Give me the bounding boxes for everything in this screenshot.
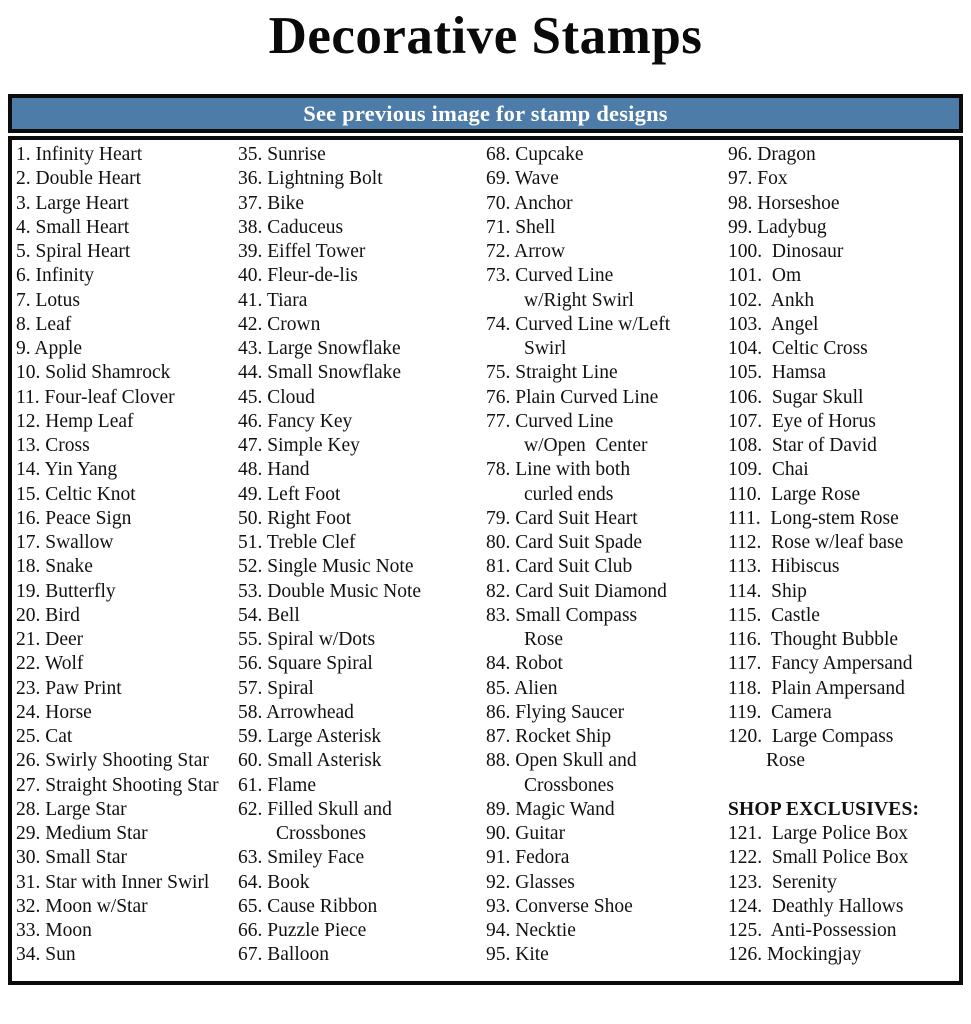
list-item: 73. Curved Line [486, 265, 614, 287]
list-item: 64. Book [238, 871, 310, 893]
list-item: 126. Mockingjay [728, 944, 862, 966]
list-item: 46. Fancy Key [238, 410, 353, 432]
list-item: 82. Card Suit Diamond [486, 580, 667, 602]
list-item: 109. Chai [728, 459, 809, 481]
list-item: 1. Infinity Heart [16, 144, 143, 165]
list-item: 10. Solid Shamrock [16, 362, 171, 384]
list-item-continuation: Swirl [524, 338, 567, 359]
list-item: 104. Celtic Cross [728, 338, 868, 359]
list-item: 97. Fox [728, 168, 788, 190]
list-item: 103. Angel [728, 313, 819, 335]
list-item: 67. Balloon [238, 944, 329, 966]
list-item: 37. Bike [238, 192, 305, 214]
list-item: 31. Star with Inner Swirl [16, 871, 210, 893]
list-item: 68. Cupcake [486, 144, 584, 165]
list-item: 118. Plain Ampersand [728, 677, 905, 699]
list-item: 19. Butterfly [16, 580, 116, 602]
list-item: 76. Plain Curved Line [486, 386, 659, 408]
list-item: 26. Swirly Shooting Star [16, 750, 209, 772]
list-item: 40. Fleur-de-lis [238, 265, 358, 287]
list-item: 108. Star of David [728, 435, 877, 456]
list-item: 6. Infinity [16, 265, 94, 287]
list-item: 93. Converse Shoe [486, 895, 633, 917]
list-item: 72. Arrow [486, 241, 566, 262]
list-item: 124. Deathly Hallows [728, 895, 904, 917]
list-item: 78. Line with both [486, 459, 631, 481]
list-item: 24. Horse [16, 701, 92, 723]
list-item: 20. Bird [16, 604, 80, 626]
list-item: 122. Small Police Box [728, 847, 909, 869]
list-item: 91. Fedora [486, 847, 570, 869]
list-item: 119. Camera [728, 701, 832, 723]
list-item: 96. Dragon [728, 144, 816, 165]
list-item: 14. Yin Yang [16, 459, 118, 481]
list-item: 38. Caduceus [238, 216, 344, 238]
list-item: 83. Small Compass [486, 604, 638, 626]
banner-text: See previous image for stamp designs [303, 100, 668, 126]
list-item: 74. Curved Line w/Left [486, 313, 671, 335]
list-item: 99. Ladybug [728, 216, 827, 238]
list-item: 23. Paw Print [16, 677, 122, 699]
list-item: 98. Horseshoe [728, 192, 840, 214]
list-item: 17. Swallow [16, 532, 114, 553]
list-item: 49. Left Foot [238, 483, 341, 505]
list-item: 66. Puzzle Piece [238, 920, 367, 941]
list-item: 90. Guitar [486, 823, 566, 844]
list-item: 69. Wave [486, 168, 559, 190]
list-item: 51. Treble Clef [238, 532, 356, 553]
list-item: 111. Long-stem Rose [728, 507, 899, 529]
list-item-continuation: Crossbones [524, 774, 614, 796]
stamp-list [8, 136, 963, 985]
list-item: 107. Eye of Horus [728, 410, 876, 432]
list-item: 56. Square Spiral [238, 653, 373, 675]
list-item: 57. Spiral [238, 677, 314, 699]
list-item: 45. Cloud [238, 386, 315, 408]
list-item: 16. Peace Sign [16, 507, 132, 529]
list-item: 120. Large Compass [728, 726, 894, 747]
list-item: 9. Apple [16, 338, 83, 359]
list-item: 55. Spiral w/Dots [238, 629, 376, 650]
list-item: 89. Magic Wand [486, 798, 615, 820]
list-item: 30. Small Star [16, 847, 128, 869]
stamp-column-3 [486, 143, 726, 968]
list-item: 94. Necktie [486, 920, 576, 941]
stamp-column-1 [16, 143, 240, 968]
list-item-continuation: w/Open Center [524, 435, 648, 456]
list-item: 8. Leaf [16, 313, 72, 335]
list-item: 116. Thought Bubble [728, 629, 899, 650]
list-item-continuation: w/Right Swirl [524, 289, 634, 311]
list-item: 41. Tiara [238, 289, 308, 311]
list-item: 22. Wolf [16, 653, 84, 675]
list-item: 61. Flame [238, 774, 316, 796]
list-item: 80. Card Suit Spade [486, 532, 642, 553]
list-item: 2. Double Heart [16, 168, 142, 190]
list-item: 34. Sun [16, 944, 76, 966]
list-item: 27. Straight Shooting Star [16, 774, 219, 796]
list-item: 110. Large Rose [728, 483, 861, 505]
list-item-continuation: curled ends [524, 483, 614, 505]
list-item: 81. Card Suit Club [486, 556, 633, 578]
page-title: Decorative Stamps [268, 7, 703, 65]
spacer [728, 774, 958, 798]
list-item: 42. Crown [238, 313, 321, 335]
list-item: 123. Serenity [728, 871, 837, 893]
list-item: 36. Lightning Bolt [238, 168, 383, 190]
list-item: 100. Dinosaur [728, 241, 844, 262]
list-item: 106. Sugar Skull [728, 386, 864, 408]
list-item: 77. Curved Line [486, 410, 614, 432]
list-item: 53. Double Music Note [238, 580, 422, 602]
list-item: 28. Large Star [16, 798, 127, 820]
list-item: 125. Anti-Possession [728, 920, 897, 941]
list-item: 112. Rose w/leaf base [728, 532, 904, 553]
list-item: 18. Snake [16, 556, 93, 578]
list-item: 114. Ship [728, 580, 807, 602]
list-item: 88. Open Skull and [486, 750, 637, 772]
list-item: 62. Filled Skull and [238, 798, 392, 820]
list-item: 84. Robot [486, 653, 563, 675]
list-item: 95. Kite [486, 944, 549, 966]
list-item: 63. Smiley Face [238, 847, 365, 869]
list-item: 48. Hand [238, 459, 310, 481]
list-item-continuation: Rose [766, 750, 805, 772]
list-item: 3. Large Heart [16, 192, 129, 214]
list-item: 4. Small Heart [16, 216, 130, 238]
banner [8, 94, 963, 133]
list-item-continuation: Rose [524, 629, 563, 650]
list-item: 71. Shell [486, 216, 556, 238]
list-item: 15. Celtic Knot [16, 483, 136, 505]
list-item: 70. Anchor [486, 192, 573, 214]
list-item: 44. Small Snowflake [238, 362, 402, 384]
list-item: 101. Om [728, 265, 802, 287]
list-item: 65. Cause Ribbon [238, 895, 378, 917]
stamp-column-2 [238, 143, 484, 968]
stamp-column-4 [728, 143, 958, 968]
list-item: 115. Castle [728, 604, 820, 626]
list-item: 11. Four-leaf Clover [16, 386, 175, 408]
list-item: 117. Fancy Ampersand [728, 653, 913, 675]
list-item: 86. Flying Saucer [486, 701, 625, 723]
list-item: 58. Arrowhead [238, 701, 354, 723]
list-item: 105. Hamsa [728, 362, 827, 384]
list-item: 87. Rocket Ship [486, 726, 612, 747]
list-item: 43. Large Snowflake [238, 338, 401, 359]
list-item: 32. Moon w/Star [16, 895, 148, 917]
list-item: 25. Cat [16, 726, 73, 747]
list-item: 21. Deer [16, 629, 84, 650]
list-item: 59. Large Asterisk [238, 726, 382, 747]
list-item: 5. Spiral Heart [16, 241, 131, 262]
list-item: 121. Large Police Box [728, 823, 908, 844]
list-item: 33. Moon [16, 920, 92, 941]
list-item: 29. Medium Star [16, 823, 148, 844]
list-item: 60. Small Asterisk [238, 750, 382, 772]
list-item: 47. Simple Key [238, 435, 360, 456]
list-item: 50. Right Foot [238, 507, 352, 529]
list-item: 35. Sunrise [238, 144, 326, 165]
list-item: 102. Ankh [728, 289, 815, 311]
list-item: 92. Glasses [486, 871, 575, 893]
list-item: 79. Card Suit Heart [486, 507, 638, 529]
list-item: 85. Alien [486, 677, 558, 699]
list-item: 13. Cross [16, 435, 90, 456]
list-item: 113. Hibiscus [728, 556, 840, 578]
list-item-continuation: Crossbones [276, 823, 366, 844]
list-item: 75. Straight Line [486, 362, 618, 384]
list-item: 39. Eiffel Tower [238, 241, 366, 262]
shop-exclusives-heading: SHOP EXCLUSIVES: [728, 798, 920, 820]
list-item: 12. Hemp Leaf [16, 410, 134, 432]
list-item: 7. Lotus [16, 289, 80, 311]
list-item: 52. Single Music Note [238, 556, 414, 578]
list-item: 54. Bell [238, 604, 300, 626]
